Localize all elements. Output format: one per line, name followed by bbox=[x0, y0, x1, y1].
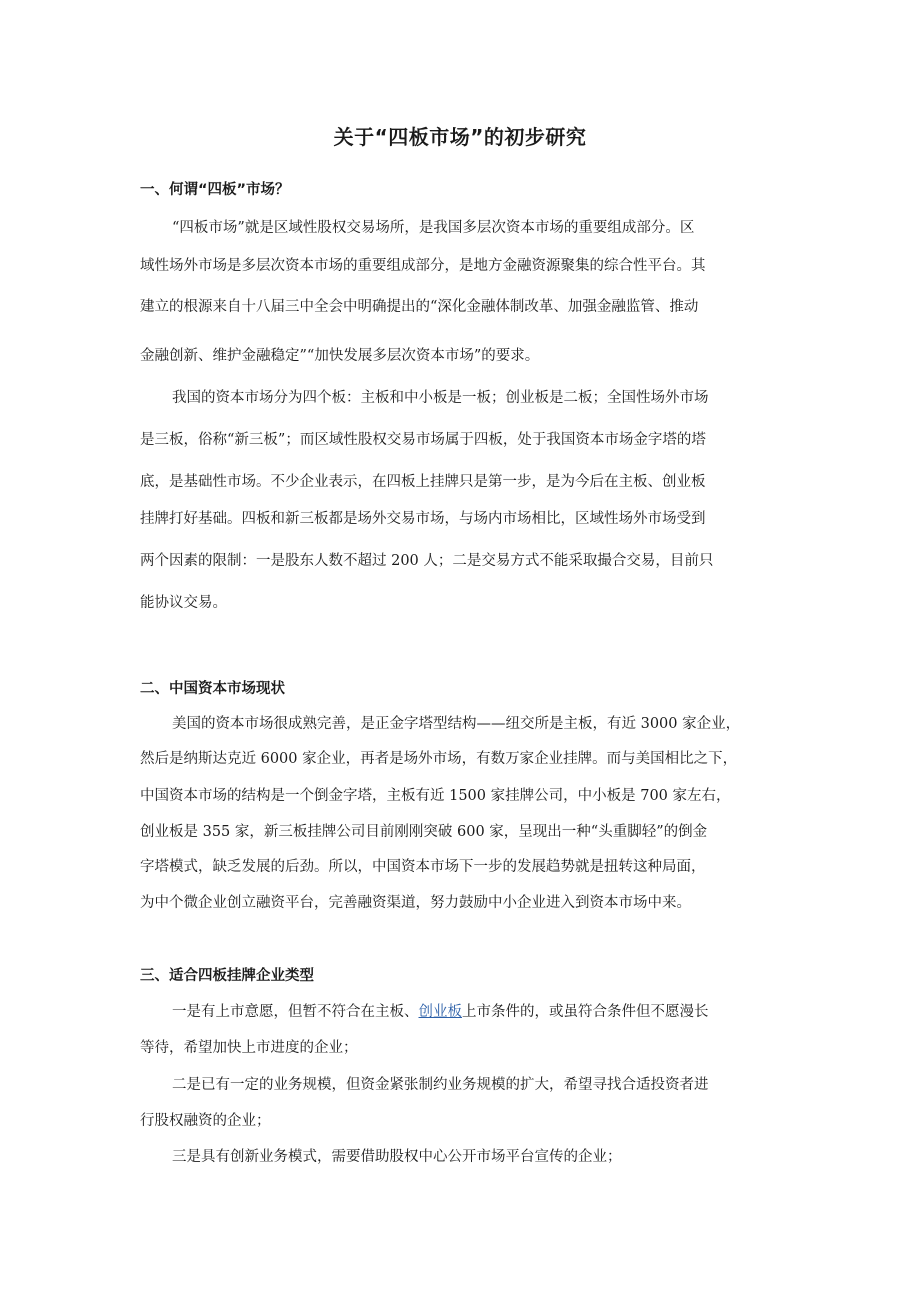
section-heading-1: 一、何谓“四板”市场？ bbox=[140, 182, 290, 198]
paragraph-line: 字塔模式，缺乏发展的后劲。所以，中国资本市场下一步的发展趋势就是扭转这种局面， bbox=[140, 859, 706, 875]
paragraph-line: 三是具有创新业务模式，需要借助股权中心公开市场平台宣传的企业； bbox=[172, 1149, 622, 1165]
paragraph-line: 域性场外市场是多层次资本市场的重要组成部分，是地方金融资源聚集的综合性平台。其 bbox=[140, 258, 706, 274]
paragraph-line: “四板市场”就是区域性股权交易场所，是我国多层次资本市场的重要组成部分。区 bbox=[172, 220, 695, 236]
paragraph-line: 然后是纳斯达克近 6000 家企业，再者是场外市场，有数万家企业挂牌。而与美国相比之下， bbox=[140, 751, 738, 767]
paragraph-line: 美国的资本市场很成熟完善，是正金字塔型结构——纽交所是主板，有近 3000 家企业， bbox=[172, 716, 741, 732]
paragraph-line: 能协议交易。 bbox=[140, 595, 227, 611]
paragraph-line: 创业板是 355 家，新三板挂牌公司目前刚刚突破 600 家，呈现出一种“头重脚轻”的倒金 bbox=[140, 824, 708, 840]
paragraph-line: 为中个微企业创立融资平台，完善融资渠道，努力鼓励中小企业进入到资本市场中来。 bbox=[140, 895, 691, 911]
paragraph-text: 上市条件的，或虽符合条件但不愿漫长 bbox=[462, 1004, 709, 1020]
paragraph-line: 等待，希望加快上市进度的企业； bbox=[140, 1040, 358, 1056]
paragraph-line bbox=[172, 1000, 709, 1021]
paragraph-line: 是三板，俗称“新三板”；而区域性股权交易市场属于四板，处于我国资本市场金字塔的塔 bbox=[140, 432, 706, 448]
section-heading-3: 三、适合四板挂牌企业类型 bbox=[140, 968, 314, 984]
paragraph-line: 底，是基础性市场。不少企业表示，在四板上挂牌只是第一步，是为今后在主板、创业板 bbox=[140, 474, 706, 490]
paragraph-text: 一是有上市意愿，但暂不符合在主板、 bbox=[172, 1004, 419, 1020]
paragraph-line: 两个因素的限制：一是股东人数不超过 200 人；二是交易方式不能采取撮合交易，目前只 bbox=[140, 553, 714, 569]
paragraph-line: 建立的根源来自十八届三中全会中明确提出的“深化金融体制改革、加强金融监管、推动 bbox=[140, 299, 699, 315]
paragraph-line: 行股权融资的企业； bbox=[140, 1113, 271, 1129]
paragraph-line: 挂牌打好基础。四板和新三板都是场外交易市场，与场内市场相比，区域性场外市场受到 bbox=[140, 511, 706, 527]
paragraph-line: 中国资本市场的结构是一个倒金字塔，主板有近 1500 家挂牌公司，中小板是 700 家左右， bbox=[140, 788, 731, 804]
section-heading-2: 二、中国资本市场现状 bbox=[140, 681, 285, 697]
paragraph-line: 二是已有一定的业务规模，但资金紧张制约业务规模的扩大，希望寻找合适投资者进 bbox=[172, 1077, 709, 1093]
paragraph-line: 我国的资本市场分为四个板：主板和中小板是一板；创业板是二板；全国性场外市场 bbox=[172, 390, 709, 406]
paragraph-line: 金融创新、维护金融稳定”“加快发展多层次资本市场”的要求。 bbox=[140, 348, 540, 364]
document-title: 关于“四板市场”的初步研究 bbox=[333, 125, 587, 149]
chuangyeban-link[interactable]: 创业板 bbox=[418, 1004, 462, 1020]
